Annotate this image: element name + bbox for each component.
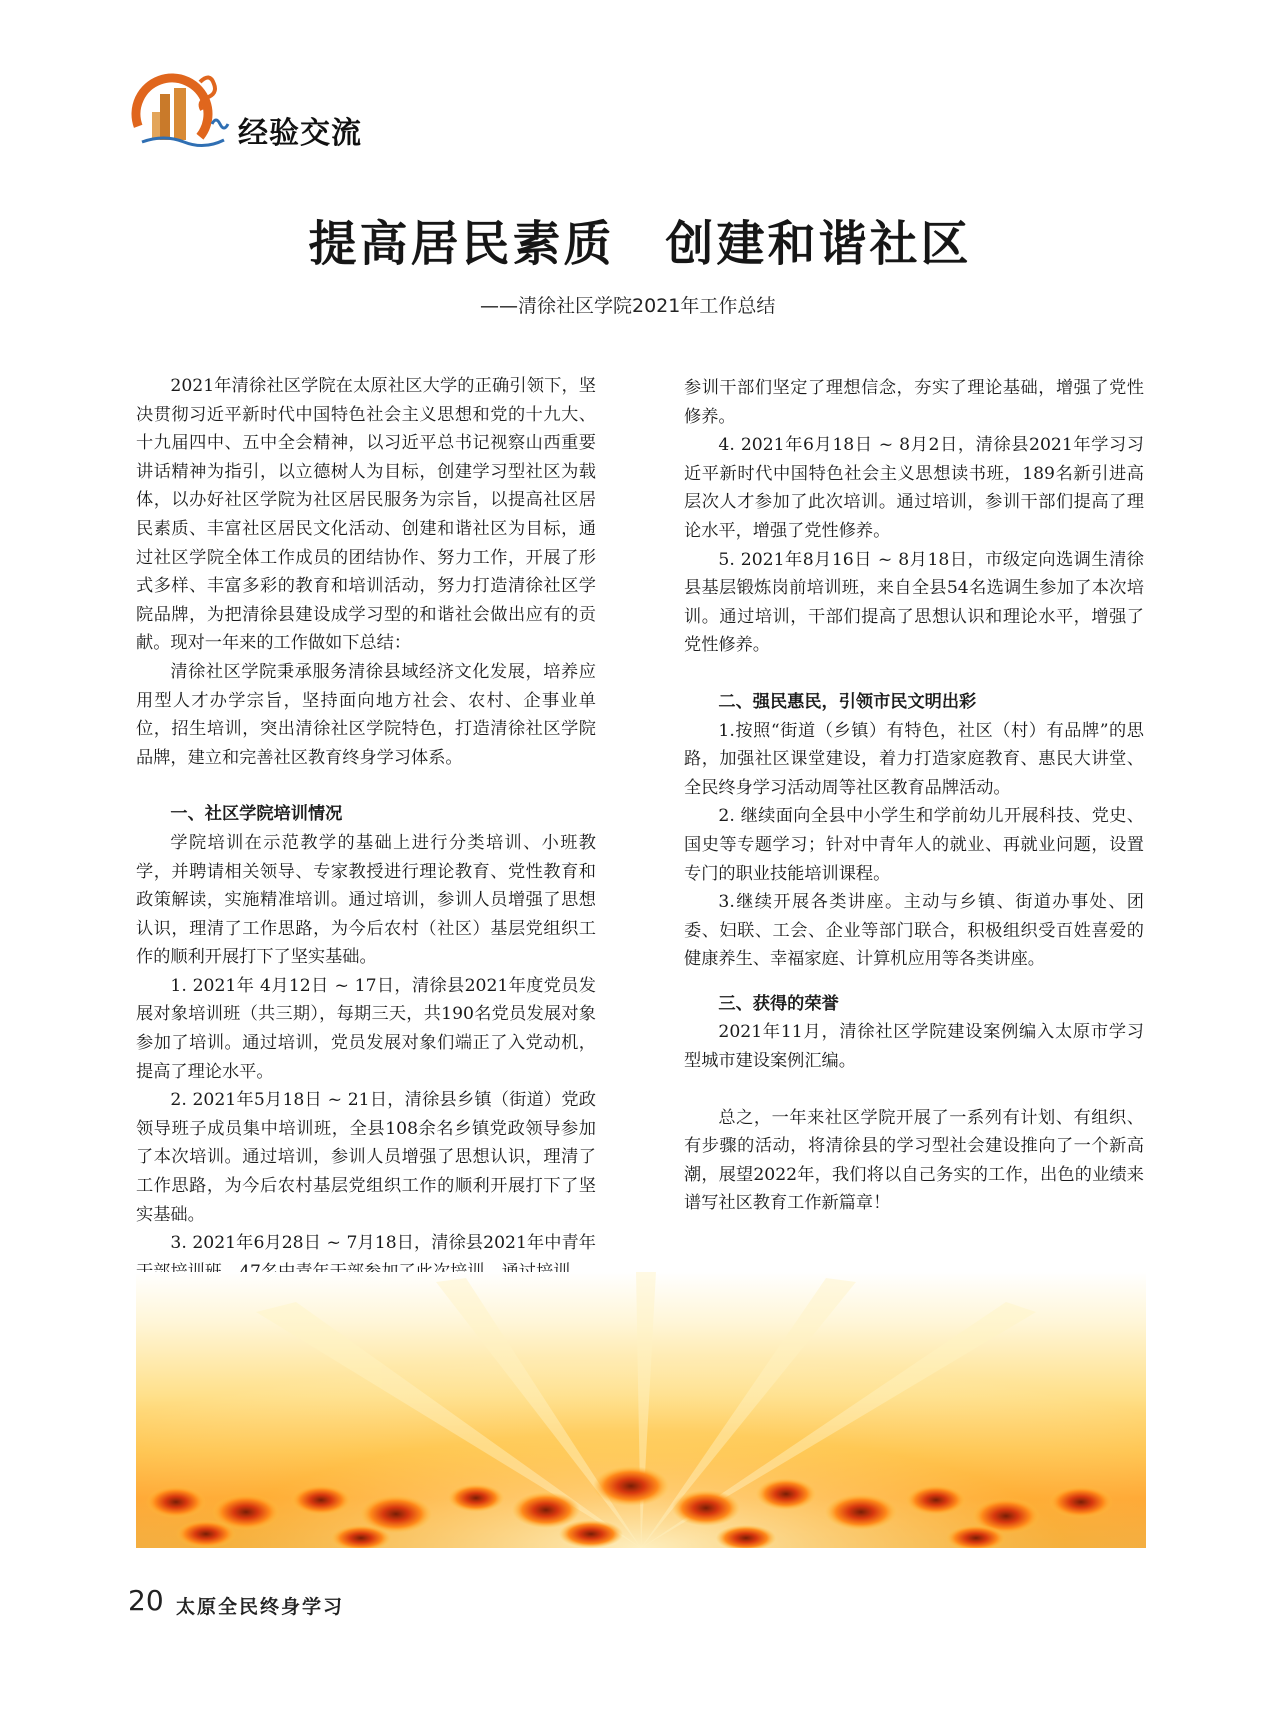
paragraph: 清徐社区学院秉承服务清徐县域经济文化发展，培养应用型人才办学宗旨，坚持面向地方社会、农村、企事业单位，招生培训，突出清徐社区学院特色，打造清徐社区学院品牌，建立和完善社区教育终身学习体系。 bbox=[136, 661, 596, 768]
paragraph: 参训干部们坚定了理想信念，夯实了理论基础，增强了党性修养。 bbox=[684, 378, 1144, 427]
left-column bbox=[136, 372, 596, 1286]
section-heading: 二、强民惠民，引领市民文明出彩 bbox=[718, 691, 977, 712]
paragraph: 2. 2021年5月18日 ~ 21日，清徐县乡镇（街道）党政领导班子成员集中培训班，全县108余名乡镇党政领导参加了本次培训。通过培训，参训人员增强了思想认识，理清了工作思路，为今后农村基层党组织工作的顺利开展打下了坚实基础。 bbox=[136, 1090, 596, 1225]
article-subtitle: ——清徐社区学院2021年工作总结 bbox=[480, 295, 776, 317]
section-heading: 三、获得的荣誉 bbox=[718, 993, 839, 1014]
paragraph: 3.继续开展各类讲座。主动与乡镇、街道办事处、团委、妇联、工会、企业等部门联合，积极组织受百姓喜爱的健康养生、幸福家庭、计算机应用等各类讲座。 bbox=[684, 892, 1144, 970]
paragraph: 4. 2021年6月18日 ~ 8月2日，清徐县2021年学习习近平新时代中国特色社会主义思想读书班，189名新引进高层次人才参加了此次培训。通过培训，参训干部们提高了理论水平，增强了党性修养。 bbox=[684, 435, 1144, 541]
paragraph: 2021年清徐社区学院在太原社区大学的正确引领下，坚决贯彻习近平新时代中国特色社会主义思想和党的十九大、十九届四中、五中全会精神，以习近平总书记视察山西重要讲话精神为指引，以立德树人为目标，创建学习型社区为载体，以办好社区学院为社区居民服务为宗旨，以提高社区居民素质、丰富社区居民文化活动、创建和谐社区为目标，通过社区学院全体工作成员的团结协作、努力工作，开展了形式多样、丰富多彩的教育和培训活动，努力打造清徐社区学院品牌，为把清徐县建设成学习型的和谐社会做出应有的贡献。现对一年来的工作做如下总结： bbox=[136, 376, 596, 654]
paragraph: 1.按照“街道（乡镇）有特色，社区（村）有品牌”的思路，加强社区课堂建设，着力打造家庭教育、惠民大讲堂、全民终身学习活动周等社区教育品牌活动。 bbox=[684, 720, 1144, 798]
page-number: 20 bbox=[128, 1584, 164, 1617]
paragraph: 1. 2021年 4月12日 ~ 17日，清徐县2021年度党员发展对象培训班（共三期），每期三天，共190名党员发展对象参加了培训。通过培训，党员发展对象们端正了入党动机，提高了理论水平。 bbox=[136, 975, 596, 1082]
magazine-name: 太原全民终身学习 bbox=[176, 1596, 345, 1618]
section-heading: 一、社区学院培训情况 bbox=[170, 804, 343, 825]
sunflower-banner-image bbox=[136, 1272, 1146, 1548]
paragraph: 2021年11月，清徐社区学院建设案例编入太原市学习型城市建设案例汇编。 bbox=[684, 1022, 1144, 1072]
paragraph: 2. 继续面向全县中小学生和学前幼儿开展科技、党史、国史等专题学习；针对中青年人的就业、再就业问题，设置专门的职业技能培训课程。 bbox=[684, 806, 1144, 884]
paragraph: 5. 2021年8月16日 ~ 8月18日，市级定向选调生清徐县基层锻炼岗前培训班，来自全县54名选调生参加了本次培训。通过培训，干部们提高了思想认识和理论水平，增强了党性修养。 bbox=[684, 549, 1144, 656]
right-column bbox=[684, 374, 1144, 1218]
magazine-logo bbox=[124, 64, 244, 160]
section-tag: 经验交流 bbox=[238, 116, 362, 151]
paragraph: 3. 2021年6月28日 ~ 7月18日，清徐县2021年中青年 bbox=[170, 1233, 596, 1254]
paragraph: 总之，一年来社区学院开展了一系列有计划、有组织、有步骤的活动，将清徐县的学习型社会建设推向了一个新高潮，展望2022年，我们将以自己务实的工作，出色的业绩来谱写社区教育工作新篇章！ bbox=[684, 1107, 1144, 1214]
paragraph: 学院培训在示范教学的基础上进行分类培训、小班教学，并聘请相关领导、专家教授进行理论教育、党性教育和政策解读，实施精准培训。通过培训，参训人员增强了思想认识，理清了工作思路，为今后农村（社区）基层党组织工作的顺利开展打下了坚实基础。 bbox=[136, 832, 596, 968]
article-title: 提高居民素质 创建和谐社区 bbox=[308, 216, 972, 272]
